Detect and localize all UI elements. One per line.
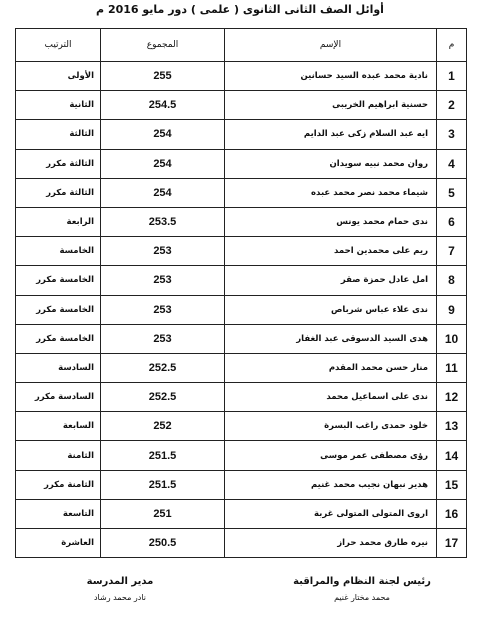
total-score: 253.5 <box>101 207 225 236</box>
rank-label: الأولى <box>16 62 101 91</box>
rank-label: الثانية <box>16 91 101 120</box>
ranking-table <box>15 28 467 558</box>
row-number: 3 <box>437 120 467 149</box>
principal-name: نادر محمد رشاد <box>93 593 146 602</box>
row-number: 14 <box>437 441 467 470</box>
table-row <box>16 529 467 558</box>
row-number: 5 <box>437 178 467 207</box>
principal-role: مدير المدرسة <box>86 576 154 587</box>
committee-head-name: محمد مختار غنيم <box>334 593 390 602</box>
row-number: 13 <box>437 412 467 441</box>
row-number: 1 <box>437 62 467 91</box>
rank-label: السادسة مكرر <box>16 383 101 412</box>
rank-label: السابعة <box>16 412 101 441</box>
row-number: 15 <box>437 470 467 499</box>
student-name: ايه عبد السلام زكى عبد الدايم <box>225 120 437 149</box>
student-name: امل عادل حمزة صقر <box>225 266 437 295</box>
table-row <box>16 412 467 441</box>
total-score: 251.5 <box>101 441 225 470</box>
total-score: 250.5 <box>101 529 225 558</box>
student-name: خلود حمدى راغب البسرة <box>225 412 437 441</box>
rank-label: الثامنة <box>16 441 101 470</box>
table-row <box>16 120 467 149</box>
total-score: 254 <box>101 178 225 207</box>
row-number: 4 <box>437 149 467 178</box>
document-title: أوائل الصف الثانى الثانوى ( علمى ) دور مايو 2016 م <box>96 3 384 16</box>
total-score: 253 <box>101 324 225 353</box>
table-row <box>16 295 467 324</box>
student-name: هدير نبهان نجيب محمد غنيم <box>225 470 437 499</box>
student-name: حسنية ابراهيم الخريبى <box>225 91 437 120</box>
total-score: 252.5 <box>101 383 225 412</box>
header-num: م <box>437 29 467 62</box>
rank-label: الخامسة <box>16 237 101 266</box>
total-score: 253 <box>101 295 225 324</box>
table-row <box>16 499 467 528</box>
rank-label: الثالثة مكرر <box>16 149 101 178</box>
total-score: 253 <box>101 266 225 295</box>
total-score: 255 <box>101 62 225 91</box>
rank-label: الخامسة مكرر <box>16 266 101 295</box>
student-name: نيره طارق محمد حراز <box>225 529 437 558</box>
student-name: اروى المتولى المتولى غربة <box>225 499 437 528</box>
table-row <box>16 470 467 499</box>
student-name: هدى السيد الدسوقى عبد الغفار <box>225 324 437 353</box>
table-header-row <box>16 29 467 62</box>
row-number: 6 <box>437 207 467 236</box>
school-principal-signature <box>20 576 220 602</box>
table-row <box>16 62 467 91</box>
row-number: 8 <box>437 266 467 295</box>
student-name: شيماء محمد نصر محمد عبده <box>225 178 437 207</box>
student-name: نادية محمد عبده السيد حسانين <box>225 62 437 91</box>
total-score: 251 <box>101 499 225 528</box>
rank-label: العاشرة <box>16 529 101 558</box>
total-score: 252 <box>101 412 225 441</box>
row-number: 10 <box>437 324 467 353</box>
student-name: ندى علاء عباس شرباص <box>225 295 437 324</box>
student-name: روان محمد نبيه سويدان <box>225 149 437 178</box>
row-number: 9 <box>437 295 467 324</box>
total-score: 254 <box>101 149 225 178</box>
row-number: 17 <box>437 529 467 558</box>
student-name: منار حسن محمد المقدم <box>225 353 437 382</box>
table-row <box>16 324 467 353</box>
table-row <box>16 207 467 236</box>
total-score: 251.5 <box>101 470 225 499</box>
row-number: 16 <box>437 499 467 528</box>
row-number: 12 <box>437 383 467 412</box>
rank-label: الخامسة مكرر <box>16 324 101 353</box>
header-total: المجموع <box>101 29 225 62</box>
row-number: 2 <box>437 91 467 120</box>
table-row <box>16 149 467 178</box>
header-name: الإسم <box>225 29 437 62</box>
row-number: 11 <box>437 353 467 382</box>
committee-head-role: رئيس لجنة النظام والمراقبة <box>293 576 431 587</box>
header-rank: الترتيب <box>16 29 101 62</box>
rank-label: التاسعة <box>16 499 101 528</box>
rank-label: الرابعة <box>16 207 101 236</box>
total-score: 253 <box>101 237 225 266</box>
student-name: ريم على محمدين احمد <box>225 237 437 266</box>
student-name: ندى حمام محمد يونس <box>225 207 437 236</box>
rank-label: الثامنة مكرر <box>16 470 101 499</box>
table-row <box>16 353 467 382</box>
rank-label: الثالثة <box>16 120 101 149</box>
table-row <box>16 237 467 266</box>
student-name: رؤى مصطفى عمر موسى <box>225 441 437 470</box>
total-score: 254.5 <box>101 91 225 120</box>
committee-head-signature <box>262 576 462 602</box>
rank-label: الخامسة مكرر <box>16 295 101 324</box>
table-row <box>16 178 467 207</box>
row-number: 7 <box>437 237 467 266</box>
rank-label: السادسة <box>16 353 101 382</box>
table-row <box>16 383 467 412</box>
table-row <box>16 266 467 295</box>
total-score: 252.5 <box>101 353 225 382</box>
table-row <box>16 441 467 470</box>
table-row <box>16 91 467 120</box>
total-score: 254 <box>101 120 225 149</box>
rank-label: الثالثة مكرر <box>16 178 101 207</box>
student-name: ندى على اسماعيل محمد <box>225 383 437 412</box>
